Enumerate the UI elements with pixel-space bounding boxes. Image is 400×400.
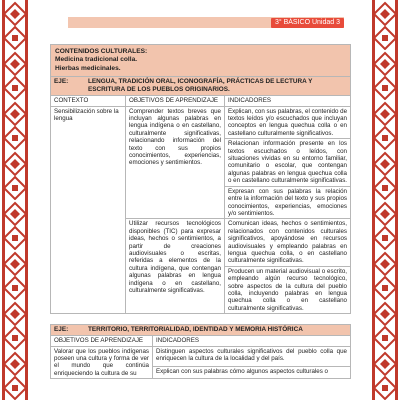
eje2-table <box>50 335 351 379</box>
eje1-table <box>50 95 351 314</box>
objetivo-cell: Utilizar recursos tecnológicos disponibles (TIC) para expresar ideas, hechos o sentimientos, a partir de creaciones audiovisuales o escritas, referidas a elementos de la cultura indígena, que contengan algunas palabras en lengua indígena o en castellano, culturalmente significativas. <box>126 219 225 314</box>
indicador-cell: Comunican ideas, hechos o sentimientos, relacionados con contenidos culturales significativos, apoyándose en recursos audiovisuales y empleando palabras en lengua quechua colla, o en castellano culturalmente significativas. <box>225 219 351 266</box>
contexto-cell: Sensibilización sobre la lengua <box>51 106 126 314</box>
objetivo-cell: Valorar que los pueblos indígenas poseen una cultura y forma de ver el mundo que continúa enriqueciendo la cultura de su <box>51 346 153 379</box>
contenidos-item: Medicina tradicional colla. <box>55 56 138 64</box>
contenidos-title: CONTENIDOS CULTURALES: <box>55 48 148 55</box>
document-body <box>50 44 351 379</box>
grade-unit-badge: 3° BÁSICO Unidad 3 <box>271 18 344 28</box>
column-header: INDICADORES <box>153 336 351 346</box>
eje-label: EJE: <box>54 326 69 334</box>
eje-header <box>50 324 351 335</box>
decorative-border-left <box>0 0 30 400</box>
indicador-cell: Expresan con sus palabras la relación entre la información del texto y sus propios conocimientos, experiencias, emociones y/o sentimientos. <box>225 186 351 219</box>
contenidos-item: Hierbas medicinales. <box>55 64 121 72</box>
contenidos-culturales <box>50 44 351 76</box>
indicador-cell: Producen un material audiovisual o escrito, empleando algún recurso tecnológico, sobre aspectos de la cultura del pueblo colla, incluyendo palabras en lengua quechua colla o en castellano culturalmente significativas. <box>225 266 351 313</box>
indicador-cell: Relacionan información presente en los textos escuchados o leídos, con situaciones vividas en su entorno familiar, comunitario o escolar, que contengan algunas palabras en lengua quechua colla o en castellano culturalmente significativas. <box>225 139 351 186</box>
decorative-border-right <box>370 0 400 400</box>
indicador-cell: Explican, con sus palabras, el contenido de textos leídos y/o escuchados que incluyan conceptos en lengua quechua colla o en castellano culturalmente significativos. <box>225 106 351 139</box>
column-header: CONTEXTO <box>51 96 126 106</box>
column-header: INDICADORES <box>225 96 351 106</box>
column-header: OBJETIVOS DE APRENDIZAJE <box>126 96 225 106</box>
column-header: OBJETIVOS DE APRENDIZAJE <box>51 336 153 346</box>
eje-header <box>50 76 351 95</box>
indicador-cell: Distinguen aspectos culturales significativos del pueblo colla que enriquecen la cultura de la localidad y del país. <box>153 346 351 367</box>
eje-label: EJE: <box>54 78 69 86</box>
eje-text: TERRITORIO, TERRITORIALIDAD, IDENTIDAD Y MEMORIA HISTÓRICA <box>88 326 303 334</box>
objetivo-cell: Comprender textos breves que incluyan algunas palabras en lengua indígena o en castellano, culturalmente significativas, relacionando información del texto con sus propios conocimientos, experiencias, emociones y sentimientos. <box>126 106 225 219</box>
eje-text: LENGUA, TRADICIÓN ORAL, ICONOGRAFÍA, PRÁCTICAS DE LECTURA Y ESCRITURA DE LOS PUEBLOS ORIGINARIOS. <box>88 78 313 94</box>
indicador-cell: Explican con sus palabras cómo algunos aspectos culturales o <box>153 367 351 379</box>
